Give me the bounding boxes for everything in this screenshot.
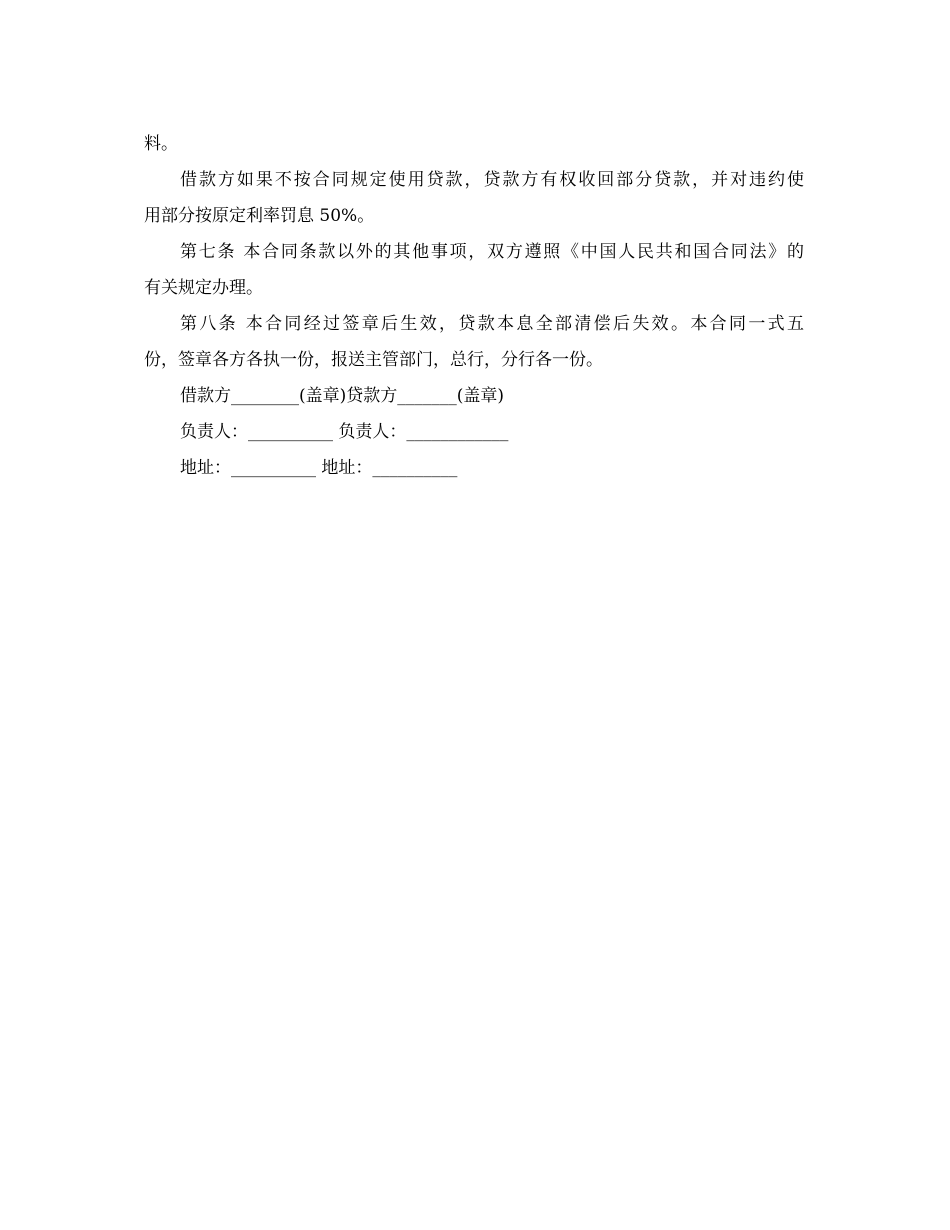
signature-line-address: 地址：__________ 地址：__________: [180, 458, 458, 478]
signature-line-parties: 借款方________(盖章)贷款方_______(盖章): [180, 386, 505, 406]
paragraph-line-penalty: 用部分按原定利率罚息 50%。: [144, 206, 375, 226]
paragraph-line-misuse-clause: 借款方如果不按合同规定使用贷款，贷款方有权收回部分贷款，并对违约使: [180, 170, 804, 190]
paragraph-line-article-8-end: 份，签章各方各执一份，报送主管部门，总行，分行各一份。: [144, 350, 603, 370]
paragraph-line-article-7-end: 有关规定办理。: [144, 278, 263, 298]
contract-text: [144, 126, 804, 486]
paragraph-line-continuation: 料。: [144, 134, 178, 154]
paragraph-line-article-8: 第八条 本合同经过签章后生效，贷款本息全部清偿后失效。本合同一式五: [180, 314, 804, 334]
signature-line-responsible: 负责人：__________ 负责人：____________: [180, 422, 509, 442]
paragraph-line-article-7: 第七条 本合同条款以外的其他事项，双方遵照《中国人民共和国合同法》的: [180, 242, 804, 262]
